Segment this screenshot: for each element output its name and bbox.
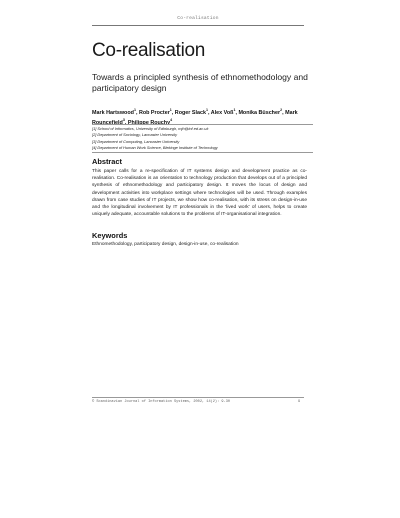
keywords-heading: Keywords	[92, 231, 128, 240]
affiliations	[92, 126, 312, 152]
header-rule	[92, 25, 304, 26]
keywords-text: Ethnomethodology, participatory design, design-in-use, co-realisation	[92, 242, 239, 247]
author-affiliation-mark: 2	[280, 108, 283, 112]
affiliations-rule-top	[92, 124, 313, 125]
author-name: Mark Hartswood	[92, 109, 134, 116]
footer-rule	[92, 397, 304, 398]
paper-title: Co-realisation	[92, 40, 206, 61]
author-name: Mark Rouncefield	[92, 109, 298, 126]
affiliation-3: [3] Department of Computing, Lancaster University	[92, 138, 180, 144]
paper-subtitle: Towards a principled synthesis of ethnomethodology and participatory design	[92, 72, 308, 93]
author-affiliation-mark: 1	[233, 108, 236, 112]
author-name: Roger Slack	[174, 109, 206, 116]
author-name: Alex Voß	[210, 109, 234, 116]
abstract-heading: Abstract	[92, 157, 122, 166]
affiliations-rule-bottom	[92, 152, 313, 153]
author-affiliation-mark: 1	[205, 108, 208, 112]
author-name: Philippe Rouchy	[127, 120, 171, 126]
affiliation-2: [2] Department of Sociology, Lancaster University	[92, 132, 178, 138]
author-affiliation-mark: 4	[170, 118, 173, 123]
author-affiliation-mark: 3	[122, 118, 125, 123]
affiliation-4: [4] Department of Human Work Science, Blekinge Institute of Technology	[92, 145, 218, 151]
author-name: Monika Büscher	[238, 109, 281, 116]
author-list: Mark Hartswood$^1$, Rob Procter$^1$, Roger Slack$^1$, Alex Voß$^1$, Monika Büscher$^2$, Mark Rouncefield$^3$, Philippe Rouchy$^4$	[92, 108, 298, 126]
author-name: Rob Procter	[138, 109, 170, 116]
affiliation-1: [1] School of Informatics, University of Edinburgh, mjh@inf.ed.ac.uk	[92, 126, 209, 131]
footer-citation: © Scandinavian Journal of Information Systems, 2002, 14(2): 9-30	[92, 400, 231, 404]
page-number: 9	[298, 400, 301, 404]
abstract-text: This paper calls for a re-specification of IT systems design and development practice as co-realisation. Co-realisation is an orientation to technology production that develops out of a principled synthesis of ethnomethodology and participatory design. It moves the locus of design and development activities into workplace settings where technologies will be used. Through examples drawn from case studies of IT projects, we show how co-realisation, with its stress on design-in-use and the longitudinal involvement by IT professionals in the 'lived work' of users, helps to create uniquely adequate, accountable solutions to the problems of IT-organisational integration.	[92, 169, 307, 218]
author-affiliation-mark: 1	[169, 108, 172, 112]
author-affiliation-mark: 1	[133, 108, 136, 112]
running-head: Co-realisation	[177, 16, 219, 21]
